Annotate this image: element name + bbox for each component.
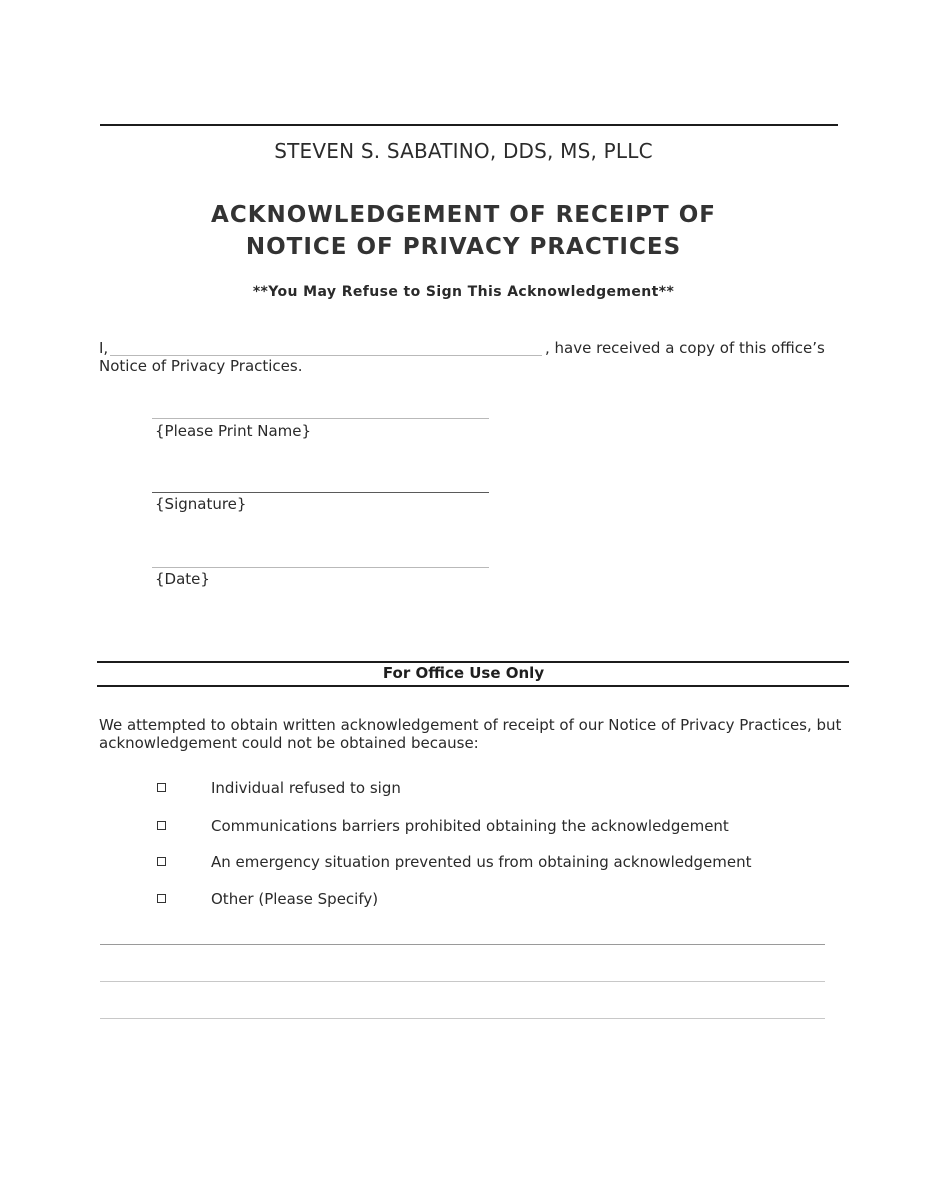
specify-line-1[interactable] <box>100 944 825 945</box>
date-line[interactable] <box>152 567 489 568</box>
checkbox-communications[interactable] <box>157 821 166 830</box>
office-use-top-rule <box>97 661 849 663</box>
office-use-bottom-rule <box>97 685 849 687</box>
ack-line-2: Notice of Privacy Practices. <box>99 357 303 375</box>
checkbox-other[interactable] <box>157 894 166 903</box>
office-use-heading: For Office Use Only <box>382 664 545 682</box>
signature-line[interactable] <box>152 492 489 493</box>
date-label: {Date} <box>155 570 210 588</box>
ack-lead-text: I, <box>99 339 109 357</box>
form-title-line-2: NOTICE OF PRIVACY PRACTICES <box>245 234 682 260</box>
print-name-line[interactable] <box>152 418 489 419</box>
ack-name-line[interactable] <box>110 355 542 356</box>
checkbox-refused[interactable] <box>157 783 166 792</box>
checkbox-emergency[interactable] <box>157 857 166 866</box>
specify-line-3[interactable] <box>100 1018 825 1019</box>
option-label-refused: Individual refused to sign <box>211 779 401 797</box>
office-use-intro-line-1: We attempted to obtain written acknowledgement of receipt of our Notice of Privacy Practices, but <box>99 716 842 734</box>
office-use-intro-line-2: acknowledgement could not be obtained because: <box>99 734 479 752</box>
refusal-notice: **You May Refuse to Sign This Acknowledgement** <box>252 284 675 300</box>
ack-tail-text: , have received a copy of this office’s <box>545 339 825 357</box>
practice-name: STEVEN S. SABATINO, DDS, MS, PLLC <box>274 139 653 163</box>
header-top-rule <box>100 124 838 126</box>
print-name-label: {Please Print Name} <box>155 422 312 440</box>
option-label-other: Other (Please Specify) <box>211 890 379 908</box>
form-title-line-1: ACKNOWLEDGEMENT OF RECEIPT OF <box>211 202 716 228</box>
signature-label: {Signature} <box>155 495 247 513</box>
option-label-emergency: An emergency situation prevented us from obtaining acknowledgement <box>211 853 752 871</box>
specify-line-2[interactable] <box>100 981 825 982</box>
option-label-communications: Communications barriers prohibited obtaining the acknowledgement <box>211 817 729 835</box>
